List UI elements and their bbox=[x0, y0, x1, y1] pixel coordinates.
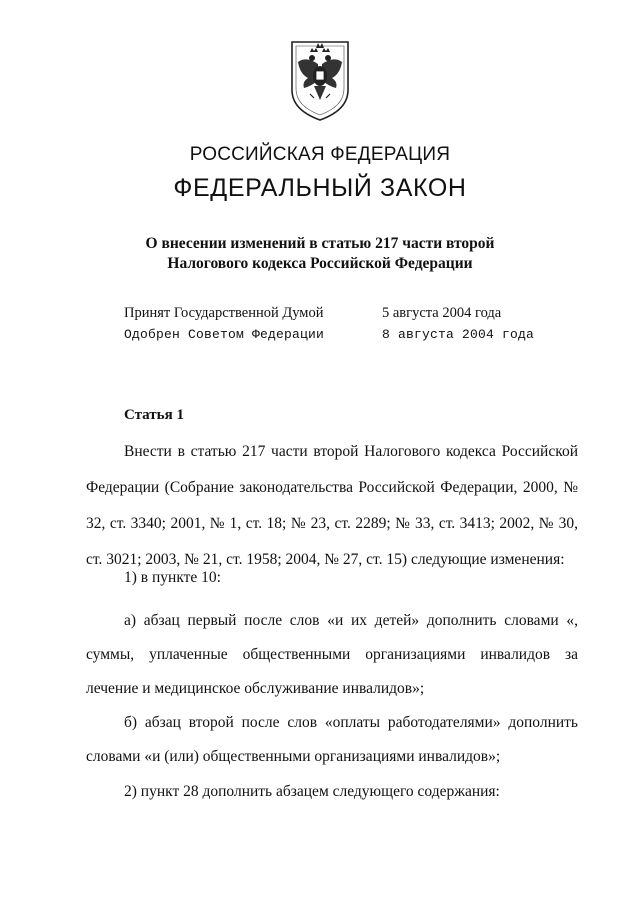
law-title-line-2: Налогового кодекса Российской Федерации bbox=[167, 255, 473, 272]
item-2-paragraph: 2) пункт 28 дополнить абзацем следующего содержания: bbox=[124, 783, 500, 800]
law-title bbox=[0, 234, 640, 274]
article-heading: Статья 1 bbox=[124, 407, 184, 423]
document-type-heading: ФЕДЕРАЛЬНЫЙ ЗАКОН bbox=[173, 174, 467, 202]
law-title-line-1: О внесении изменений в статью 217 части второй bbox=[145, 235, 495, 252]
item-1a-paragraph: а) абзац первый после слов «и их детей» дополнить словами «, суммы, уплаченные общественными организациями инвалидов за лечение и медицинское обслуживание инвалидов»; bbox=[86, 612, 578, 697]
duma-date: 5 августа 2004 года bbox=[382, 305, 502, 321]
country-heading: РОССИЙСКАЯ ФЕДЕРАЦИЯ bbox=[189, 144, 451, 165]
item-1-paragraph: 1) в пункте 10: bbox=[124, 569, 221, 586]
article-intro-paragraph: Внести в статью 217 части второй Налогового кодекса Российской Федерации (Собрание законодательства Российской Федерации, 2000, № 32, ст. 3340; 2001, № 1, ст. 18; № 23, ст. 2289; № 33, ст. 3413; 2002, № 30, ст. 3021; 2003, № 21, ст. 1958; 2004, № 27, ст. 15) следующие изменения: bbox=[86, 443, 578, 568]
coat-of-arms-icon bbox=[288, 38, 352, 122]
duma-label: Принят Государственной Думой bbox=[124, 305, 324, 321]
council-label: Одобрен Советом Федерации bbox=[124, 327, 325, 342]
council-date: 8 августа 2004 года bbox=[382, 327, 535, 342]
item-1b-paragraph: б) абзац второй после слов «оплаты работодателями» дополнить словами «и (или) общественными организациями инвалидов»; bbox=[86, 714, 578, 765]
